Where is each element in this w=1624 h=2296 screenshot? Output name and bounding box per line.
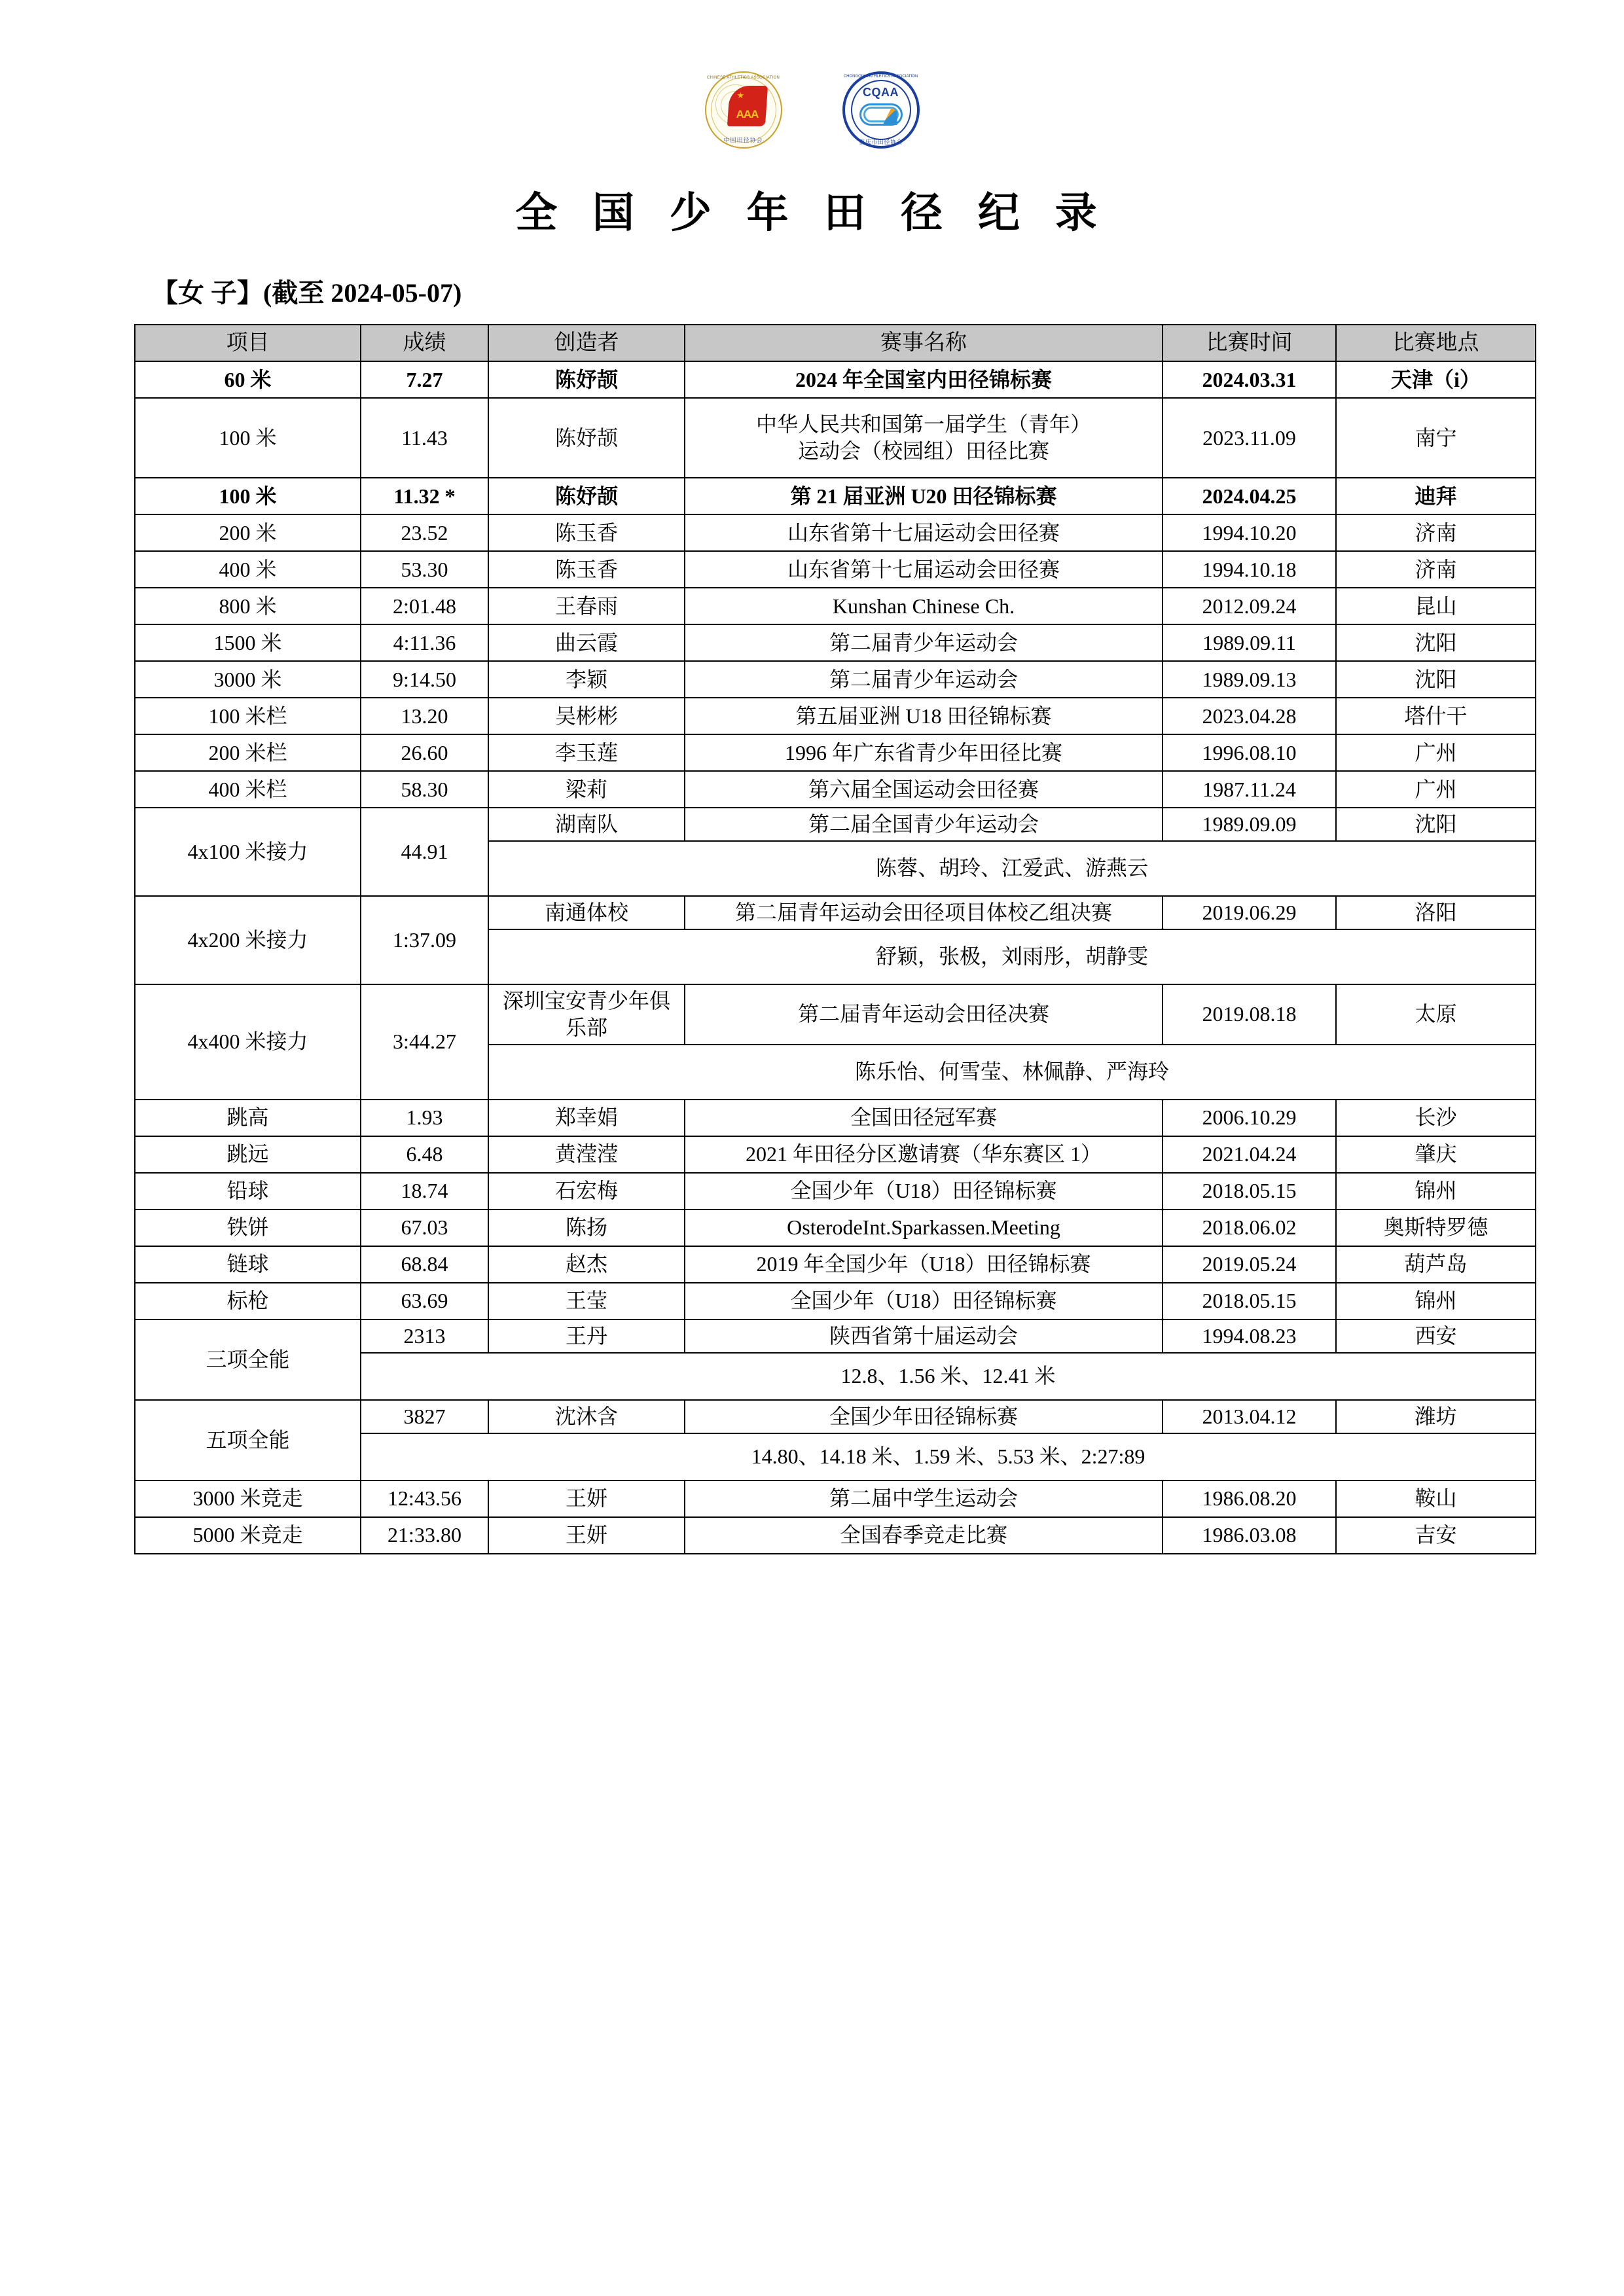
cell-meet: 全国少年田径锦标赛 [685,1400,1163,1433]
cell-event: 800 米 [135,588,361,624]
cell-mark: 3:44.27 [361,984,488,1100]
cell-place: 天津（i） [1336,361,1536,398]
cell-meet: 山东省第十七届运动会田径赛 [685,514,1163,551]
cell-mark: 2:01.48 [361,588,488,624]
records-table [134,324,1536,1554]
cell-athlete: 陈妤颉 [488,398,685,478]
cell-place: 太原 [1336,984,1536,1045]
cell-event: 100 米栏 [135,698,361,734]
cell-event: 三项全能 [135,1319,361,1400]
cell-event: 五项全能 [135,1400,361,1480]
cell-event: 3000 米竞走 [135,1480,361,1517]
cell-mark: 63.69 [361,1283,488,1319]
cell-place: 广州 [1336,734,1536,771]
cell-date: 1994.10.20 [1163,514,1336,551]
cell-place: 鞍山 [1336,1480,1536,1517]
column-header-mark: 成绩 [361,325,488,361]
column-header-date: 比赛时间 [1163,325,1336,361]
cell-place: 济南 [1336,514,1536,551]
cell-place: 广州 [1336,771,1536,808]
cell-mark: 11.32 * [361,478,488,514]
cell-meet: 第二届青年运动会田径项目体校乙组决赛 [685,896,1163,929]
cell-relay-members: 舒颖，张极，刘雨彤，胡静雯 [488,929,1536,984]
cell-date: 2023.04.28 [1163,698,1336,734]
cell-event: 4x200 米接力 [135,896,361,984]
column-header-meet: 赛事名称 [685,325,1163,361]
cell-place: 南宁 [1336,398,1536,478]
cell-mark: 21:33.80 [361,1517,488,1554]
cell-athlete: 王春雨 [488,588,685,624]
cell-date: 2024.03.31 [1163,361,1336,398]
cell-athlete: 吴彬彬 [488,698,685,734]
cell-date: 2006.10.29 [1163,1100,1336,1136]
cell-place: 吉安 [1336,1517,1536,1554]
cell-event: 200 米栏 [135,734,361,771]
cell-athlete: 李颖 [488,661,685,698]
cell-mark: 58.30 [361,771,488,808]
cell-date: 2019.08.18 [1163,984,1336,1045]
cell-mark: 3827 [361,1400,488,1433]
cell-meet: 第六届全国运动会田径赛 [685,771,1163,808]
caa-star-icon: ★ [736,90,745,100]
table-row [135,1100,1536,1136]
cell-date: 1987.11.24 [1163,771,1336,808]
cell-mark: 12:43.56 [361,1480,488,1517]
cell-place: 长沙 [1336,1100,1536,1136]
cell-date: 2018.06.02 [1163,1210,1336,1246]
logo-band [0,0,1624,145]
cell-athlete: 王莹 [488,1283,685,1319]
cell-mark: 67.03 [361,1210,488,1246]
cell-date: 2019.05.24 [1163,1246,1336,1283]
cell-relay-members: 陈乐怡、何雪莹、林佩静、严海玲 [488,1045,1536,1100]
table-row [135,808,1536,841]
cell-athlete: 南通体校 [488,896,685,929]
cell-meet: 全国少年（U18）田径锦标赛 [685,1173,1163,1210]
cell-meet: 山东省第十七届运动会田径赛 [685,551,1163,588]
cell-meet: 全国田径冠军赛 [685,1100,1163,1136]
cell-athlete: 郑幸娟 [488,1100,685,1136]
cell-date: 1994.10.18 [1163,551,1336,588]
cell-combined-detail: 14.80、14.18 米、1.59 米、5.53 米、2:27:89 [361,1433,1536,1480]
cell-date: 2018.05.15 [1163,1173,1336,1210]
cell-event: 4x100 米接力 [135,808,361,896]
cell-place: 昆山 [1336,588,1536,624]
cell-place: 锦州 [1336,1283,1536,1319]
cell-place: 沈阳 [1336,624,1536,661]
cqaa-mark: CQAA [863,86,899,99]
cell-event: 100 米 [135,478,361,514]
table-row [135,398,1536,478]
table-row [135,1173,1536,1210]
cell-meet-line2: 运动会（校园组）田径比赛 [797,439,1049,463]
cell-meet: 2019 年全国少年（U18）田径锦标赛 [685,1246,1163,1283]
table-row [135,984,1536,1045]
cell-mark: 6.48 [361,1136,488,1173]
page-title: 全 国 少 年 田 径 纪 录 [515,189,1109,236]
cell-athlete: 王丹 [488,1319,685,1353]
cell-meet: OsterodeInt.Sparkassen.Meeting [685,1210,1163,1246]
cell-athlete: 梁莉 [488,771,685,808]
cell-event: 铅球 [135,1173,361,1210]
cell-meet: Kunshan Chinese Ch. [685,588,1163,624]
cell-place: 葫芦岛 [1336,1246,1536,1283]
cell-event: 跳远 [135,1136,361,1173]
cell-athlete: 陈妤颉 [488,361,685,398]
cell-date: 2019.06.29 [1163,896,1336,929]
cell-event: 400 米栏 [135,771,361,808]
cell-place: 济南 [1336,551,1536,588]
column-header-event: 项目 [135,325,361,361]
cell-meet: 陕西省第十届运动会 [685,1319,1163,1353]
cell-date: 2018.05.15 [1163,1283,1336,1319]
cell-athlete: 深圳宝安青少年俱乐部 [488,984,685,1045]
cqaa-bottom-text: 重庆市田径协会 [859,139,903,145]
table-row [135,514,1536,551]
cell-athlete: 曲云霞 [488,624,685,661]
cell-meet: 2024 年全国室内田径锦标赛 [685,361,1163,398]
cell-meet: 第五届亚洲 U18 田径锦标赛 [685,698,1163,734]
cell-place: 锦州 [1336,1173,1536,1210]
table-header-row [135,325,1536,361]
cell-mark: 18.74 [361,1173,488,1210]
table-row [135,1246,1536,1283]
cell-mark: 53.30 [361,551,488,588]
cell-date: 1989.09.11 [1163,624,1336,661]
cell-athlete: 陈玉香 [488,514,685,551]
cell-mark: 26.60 [361,734,488,771]
cell-athlete: 石宏梅 [488,1173,685,1210]
cell-athlete: 湖南队 [488,808,685,841]
cell-place: 潍坊 [1336,1400,1536,1433]
cell-combined-detail: 12.8、1.56 米、12.41 米 [361,1353,1536,1400]
table-row [135,698,1536,734]
cell-mark: 13.20 [361,698,488,734]
cell-meet: 1996 年广东省青少年田径比赛 [685,734,1163,771]
cell-meet: 第二届青年运动会田径决赛 [685,984,1163,1045]
cell-mark: 2313 [361,1319,488,1353]
cell-event: 跳高 [135,1100,361,1136]
table-row [135,1136,1536,1173]
cell-event: 1500 米 [135,624,361,661]
cell-date: 2021.04.24 [1163,1136,1336,1173]
column-header-athlete: 创造者 [488,325,685,361]
cell-mark: 44.91 [361,808,488,896]
cqaa-top-text: CHONGQING ATHLETICS ASSOCIATION [843,75,918,79]
table-row [135,1517,1536,1554]
table-row [135,771,1536,808]
cell-date: 1986.03.08 [1163,1517,1336,1554]
chongqing-athletics-association-logo [842,71,920,149]
table-row [135,1283,1536,1319]
cell-athlete: 沈沐含 [488,1400,685,1433]
cell-relay-members: 陈蓉、胡玲、江爱武、游燕云 [488,841,1536,896]
column-header-place: 比赛地点 [1336,325,1536,361]
cell-athlete: 王妍 [488,1480,685,1517]
table-row [135,661,1536,698]
cell-event: 200 米 [135,514,361,551]
cell-mark: 23.52 [361,514,488,551]
cell-date: 2024.04.25 [1163,478,1336,514]
cell-event: 100 米 [135,398,361,478]
table-row [135,478,1536,514]
cell-meet: 2021 年田径分区邀请赛（华东赛区 1） [685,1136,1163,1173]
cell-date: 2023.11.09 [1163,398,1336,478]
table-row [135,1400,1536,1433]
caa-aaa-mark: AAA [736,108,759,120]
cell-place: 沈阳 [1336,661,1536,698]
cell-place: 奥斯特罗德 [1336,1210,1536,1246]
cell-place: 肇庆 [1336,1136,1536,1173]
cell-meet-line1: 中华人民共和国第一届学生（青年） [755,412,1091,437]
cell-meet: 全国春季竞走比赛 [685,1517,1163,1554]
cell-meet: 第二届青少年运动会 [685,624,1163,661]
cell-event: 3000 米 [135,661,361,698]
table-row [135,361,1536,398]
cell-date: 1994.08.23 [1163,1319,1336,1353]
cell-meet: 第二届青少年运动会 [685,661,1163,698]
cell-event: 4x400 米接力 [135,984,361,1100]
cell-meet: 第二届中学生运动会 [685,1480,1163,1517]
table-row [135,896,1536,929]
table-row [135,734,1536,771]
cell-athlete: 李玉莲 [488,734,685,771]
cell-date: 1996.08.10 [1163,734,1336,771]
table-row [135,1480,1536,1517]
cell-date: 1989.09.09 [1163,808,1336,841]
cell-mark: 1:37.09 [361,896,488,984]
cell-mark: 11.43 [361,398,488,478]
table-row [135,624,1536,661]
table-row [135,1210,1536,1246]
table-row [135,1319,1536,1353]
cell-mark: 9:14.50 [361,661,488,698]
cell-mark: 4:11.36 [361,624,488,661]
cell-date: 1989.09.13 [1163,661,1336,698]
table-row [135,588,1536,624]
cell-mark: 7.27 [361,361,488,398]
cell-place: 西安 [1336,1319,1536,1353]
cell-meet: 全国少年（U18）田径锦标赛 [685,1283,1163,1319]
cell-athlete: 陈妤颉 [488,478,685,514]
cell-event: 400 米 [135,551,361,588]
cell-meet: 第二届全国青少年运动会 [685,808,1163,841]
table-row [135,551,1536,588]
cell-athlete: 陈玉香 [488,551,685,588]
cell-athlete: 陈扬 [488,1210,685,1246]
cell-meet [685,398,1163,478]
cell-mark: 1.93 [361,1100,488,1136]
cell-event: 60 米 [135,361,361,398]
caa-bottom-text: 中国田径协会 [723,137,763,143]
cell-athlete: 赵杰 [488,1246,685,1283]
cell-event: 铁饼 [135,1210,361,1246]
cell-mark: 68.84 [361,1246,488,1283]
cell-place: 洛阳 [1336,896,1536,929]
cell-place: 迪拜 [1336,478,1536,514]
cell-event: 标枪 [135,1283,361,1319]
cell-place: 塔什干 [1336,698,1536,734]
caa-top-text: CHINESE ATHLETICS ASSOCIATION [706,76,780,80]
cell-place: 沈阳 [1336,808,1536,841]
cell-event: 链球 [135,1246,361,1283]
document-subtitle: 【女 子】(截至 2024-05-07) [152,278,462,308]
cell-event: 5000 米竞走 [135,1517,361,1554]
cell-date: 1986.08.20 [1163,1480,1336,1517]
cell-date: 2012.09.24 [1163,588,1336,624]
cell-meet: 第 21 届亚洲 U20 田径锦标赛 [685,478,1163,514]
cell-athlete: 黄滢滢 [488,1136,685,1173]
chinese-athletics-association-logo [705,71,782,149]
cell-date: 2013.04.12 [1163,1400,1336,1433]
cell-athlete: 王妍 [488,1517,685,1554]
